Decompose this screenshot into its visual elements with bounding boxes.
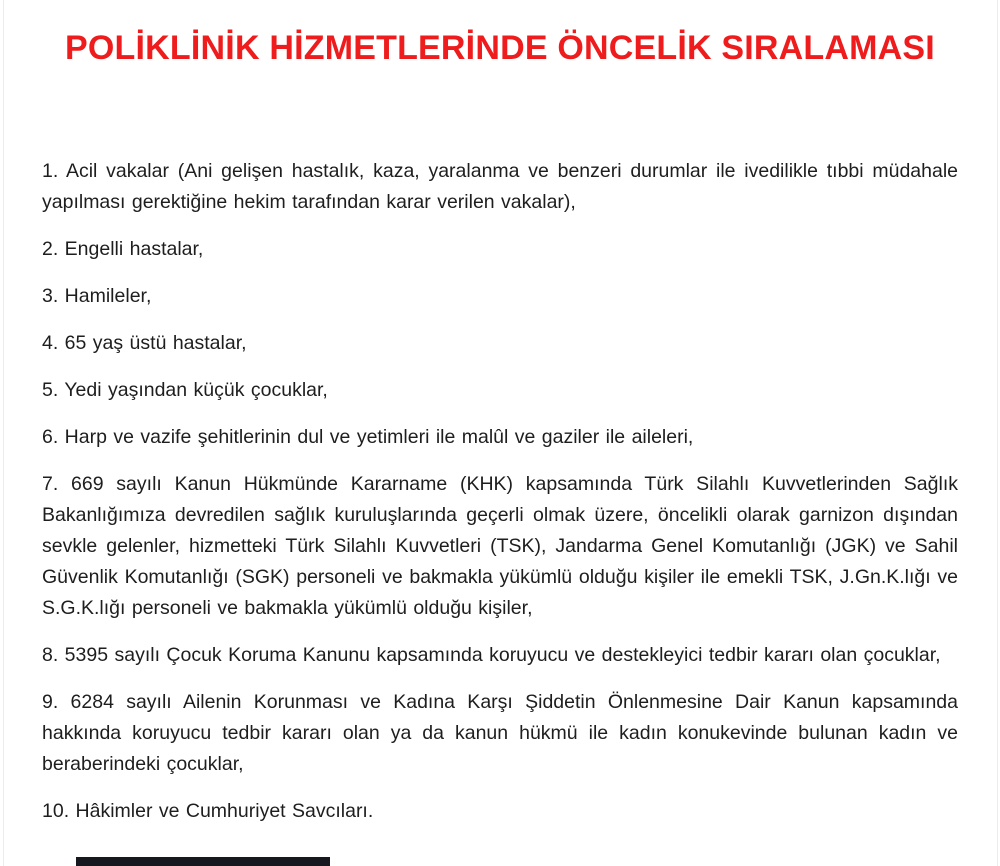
list-item: 1. Acil vakalar (Ani gelişen hastalık, kaza, yaralanma ve benzeri durumlar ile ivedilikle tıbbi müdahale yapılması gerektiğine hekim tarafından karar verilen vakalar), [42,160,958,213]
list-item: 9. 6284 sayılı Ailenin Korunması ve Kadına Karşı Şiddetin Önlenmesine Dair Kanun kapsamında hakkında koruyucu tedbir kararı olan ya da kanun hükmü ile kadın konukevinde bulunan kadın ve beraberindeki çocuklar, [42,691,958,775]
page-title: POLİKLİNİK HİZMETLERİNDE ÖNCELİK SIRALAMASI [65,29,935,67]
list-item: 10. Hâkimler ve Cumhuriyet Savcıları. [42,800,374,822]
page-right-edge-line [997,0,998,866]
list-item: 7. 669 sayılı Kanun Hükmünde Kararname (KHK) kapsamında Türk Silahlı Kuvvetlerinden Sağlık Bakanlığımıza devredilen sağlık kuruluşlarında geçerli olmak üzere, öncelikli olarak garnizon dışından sevkle gelenler, hizmetteki Türk Silahlı Kuvvetleri (TSK), Jandarma Genel Komutanlığı (JGK) ve Sahil Güvenlik Komutanlığı (SGK) personeli ve bakmakla yükümlü olduğu kişiler ile emekli TSK, J.Gn.K.lığı ve S.G.K.lığı personeli ve bakmakla yükümlü olduğu kişiler, [42,473,958,619]
list-item: 4. 65 yaş üstü hastalar, [42,332,247,354]
priority-list [0,156,1000,827]
page-left-edge-line [3,0,4,866]
list-item: 5. Yedi yaşından küçük çocuklar, [42,379,328,401]
list-item: 6. Harp ve vazife şehitlerinin dul ve yetimleri ile malûl ve gaziler ile aileleri, [42,426,694,448]
list-item: 8. 5395 sayılı Çocuk Koruma Kanunu kapsamında koruyucu ve destekleyici tedbir kararı olan çocuklar, [42,644,941,666]
list-item: 3. Hamileler, [42,285,152,307]
list-item: 2. Engelli hastalar, [42,238,204,260]
cropped-black-bar [76,857,330,866]
